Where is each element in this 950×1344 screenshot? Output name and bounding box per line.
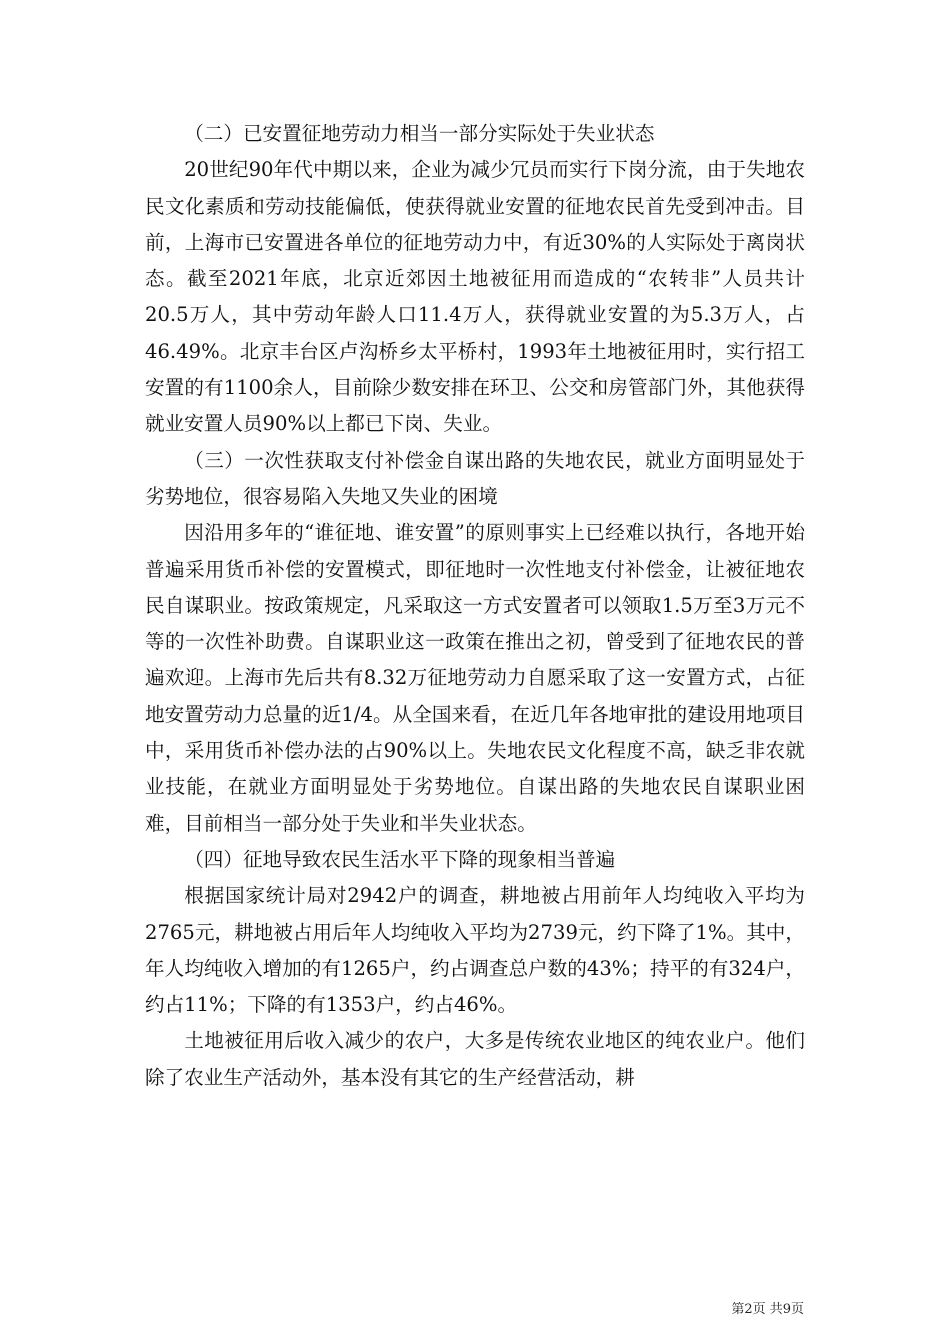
paragraph: 土地被征用后收入减少的农户，大多是传统农业地区的纯农业户。他们除了农业生产活动外，基本没有其它的生产经营活动，耕: [145, 1029, 805, 1089]
heading-section-4: （四）征地导致农民生活水平下降的现象相当普遍: [184, 847, 616, 871]
heading-section-3: （三）一次性获取支付补偿金自谋出路的失地农民，就业方面明显处于劣势地位，很容易陷入失地又失业的困境: [145, 448, 805, 508]
page-number: 第2页 共9页: [731, 1302, 804, 1317]
paragraph: 根据国家统计局对2942户的调查，耕地被占用前年人均纯收入平均为2765元，耕地被占用后年人均纯收入平均为2739元，约下降了1%。其中，年人均纯收入增加的有1265户，约占调查总户数的43%；持平的有324户，约占11%；下降的有1353户，约占46%。: [145, 884, 805, 1017]
body-text: [145, 116, 805, 1096]
paragraph: 因沿用多年的“谁征地、谁安置”的原则事实上已经难以执行，各地开始普遍采用货币补偿的安置模式，即征地时一次性地支付补偿金，让被征地农民自谋职业。按政策规定，凡采取这一方式安置者可以领取1.5万至3万元不等的一次性补助费。自谋职业这一政策在推出之初，曾受到了征地农民的普遍欢迎。上海市先后共有8.32万征地劳动力自愿采取了这一安置方式，占征地安置劳动力总量的近1/4。从全国来看，在近几年各地审批的建设用地项目中，采用货币补偿办法的占90%以上。失地农民文化程度不高，缺乏非农就业技能，在就业方面明显处于劣势地位。自谋出路的失地农民自谋职业困难，目前相当一部分处于失业和半失业状态。: [145, 521, 805, 835]
paragraph: 20世纪90年代中期以来，企业为减少冗员而实行下岗分流，由于失地农民文化素质和劳动技能偏低，使获得就业安置的征地农民首先受到冲击。目前，上海市已安置进各单位的征地劳动力中，有近30%的人实际处于离岗状态。截至2021年底，北京近郊因土地被征用而造成的“农转非”人员共计20.5万人，其中劳动年龄人口11.4万人，获得就业安置的为5.3万人，占46.49%。北京丰台区卢沟桥乡太平桥村，1993年土地被征用时，实行招工安置的有1100余人，目前除少数安排在环卫、公交和房管部门外，其他获得就业安置人员90%以上都已下岗、失业。: [145, 158, 805, 436]
heading-section-2: （二）已安置征地劳动力相当一部分实际处于失业状态: [184, 122, 655, 145]
page-footer: [731, 1298, 804, 1317]
